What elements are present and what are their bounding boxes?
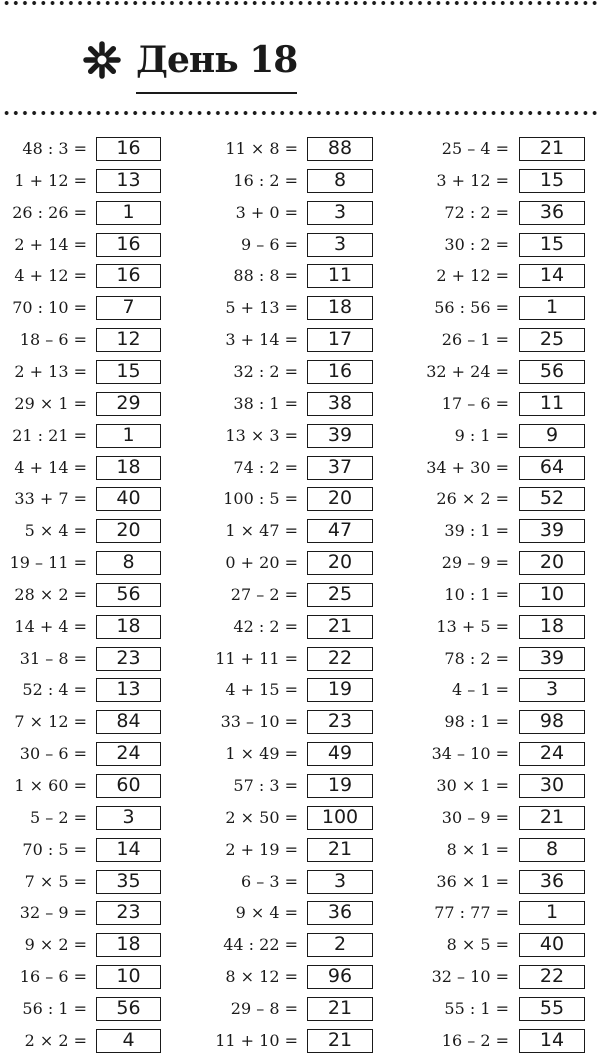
exercise-expression: 27 – 2 = (230, 585, 298, 604)
answer-box[interactable]: 15 (519, 233, 585, 257)
exercise-expression: 9 × 2 = (24, 935, 87, 954)
exercise-expression: 34 + 30 = (426, 458, 509, 477)
exercise-expression: 11 + 10 = (215, 1031, 298, 1050)
exercise-expression: 57 : 3 = (233, 776, 298, 795)
answer-box[interactable]: 98 (519, 710, 585, 734)
exercise-row (0, 263, 585, 289)
exercise-row (0, 773, 585, 799)
answer-box[interactable]: 3 (307, 233, 373, 257)
answer-box[interactable]: 11 (519, 392, 585, 416)
title-underline (136, 92, 297, 94)
answer-box[interactable]: 37 (307, 456, 373, 480)
exercise-row (0, 837, 585, 863)
exercise-expression: 7 × 5 = (24, 872, 87, 891)
header-dotted-divider (0, 110, 599, 116)
answer-box[interactable]: 96 (307, 965, 373, 989)
exercise-row (0, 677, 585, 703)
exercise-row (0, 391, 585, 417)
answer-box[interactable]: 16 (307, 360, 373, 384)
answer-box[interactable]: 20 (307, 487, 373, 511)
answer-box[interactable]: 29 (96, 392, 161, 416)
answer-box[interactable]: 14 (96, 838, 161, 862)
exercise-expression: 29 – 9 = (441, 553, 509, 572)
exercise-expression: 42 : 2 = (233, 617, 298, 636)
exercise-row (0, 200, 585, 226)
answer-box[interactable]: 88 (307, 137, 373, 161)
answer-box[interactable]: 39 (307, 424, 373, 448)
exercise-row (0, 486, 585, 512)
exercise-expression: 56 : 56 = (434, 298, 509, 317)
exercise-expression: 2 + 12 = (436, 266, 509, 285)
exercise-row (0, 646, 585, 672)
answer-box[interactable]: 8 (96, 551, 161, 575)
answer-box[interactable]: 8 (307, 169, 373, 193)
exercise-expression: 3 + 12 = (436, 171, 509, 190)
exercise-expression: 11 + 11 = (215, 649, 298, 668)
exercise-row (0, 932, 585, 958)
exercise-expression: 28 × 2 = (14, 585, 87, 604)
exercise-row (0, 327, 585, 353)
answer-box[interactable]: 38 (307, 392, 373, 416)
answer-box[interactable]: 16 (96, 264, 161, 288)
exercise-row (0, 964, 585, 990)
exercise-expression: 36 × 1 = (436, 872, 509, 891)
exercise-expression: 29 – 8 = (230, 999, 298, 1018)
exercise-row (0, 996, 585, 1022)
exercise-expression: 100 : 5 = (223, 489, 298, 508)
exercise-row (0, 869, 585, 895)
answer-box[interactable]: 1 (96, 424, 161, 448)
exercise-expression: 1 × 47 = (225, 521, 298, 540)
answer-box[interactable]: 36 (519, 201, 585, 225)
answer-box[interactable]: 30 (519, 774, 585, 798)
exercise-expression: 55 : 1 = (444, 999, 509, 1018)
answer-box[interactable]: 23 (307, 710, 373, 734)
exercise-expression: 4 + 15 = (225, 680, 298, 699)
answer-box[interactable]: 7 (96, 296, 161, 320)
exercise-expression: 5 + 13 = (225, 298, 298, 317)
answer-box[interactable]: 40 (96, 487, 161, 511)
answer-box[interactable]: 21 (307, 838, 373, 862)
exercise-expression: 9 – 6 = (240, 235, 298, 254)
exercise-expression: 32 – 9 = (19, 903, 87, 922)
answer-box[interactable]: 19 (307, 678, 373, 702)
exercise-row (0, 582, 585, 608)
exercise-expression: 9 × 4 = (235, 903, 298, 922)
top-dotted-border (0, 0, 599, 6)
answer-box[interactable]: 3 (307, 870, 373, 894)
exercise-expression: 13 + 5 = (436, 617, 509, 636)
answer-box[interactable]: 18 (519, 615, 585, 639)
exercise-row (0, 295, 585, 321)
answer-box[interactable]: 19 (307, 774, 373, 798)
exercise-expression: 2 + 14 = (14, 235, 87, 254)
exercise-expression: 29 × 1 = (14, 394, 87, 413)
answer-box[interactable]: 18 (96, 933, 161, 957)
exercise-expression: 56 : 1 = (22, 999, 87, 1018)
exercise-expression: 8 × 12 = (225, 967, 298, 986)
answer-box[interactable]: 4 (96, 1029, 161, 1053)
answer-box[interactable]: 16 (96, 137, 161, 161)
exercise-expression: 16 : 2 = (233, 171, 298, 190)
exercise-expression: 19 – 11 = (9, 553, 87, 572)
exercise-expression: 0 + 20 = (225, 553, 298, 572)
answer-box[interactable]: 22 (307, 647, 373, 671)
answer-box[interactable]: 20 (307, 551, 373, 575)
answer-box[interactable]: 52 (519, 487, 585, 511)
exercise-row (0, 1028, 585, 1054)
exercise-expression: 9 : 1 = (454, 426, 509, 445)
exercise-expression: 21 : 21 = (12, 426, 87, 445)
answer-box[interactable]: 47 (307, 519, 373, 543)
exercise-row (0, 550, 585, 576)
exercise-expression: 17 – 6 = (441, 394, 509, 413)
exercise-expression: 26 – 1 = (441, 330, 509, 349)
exercise-expression: 70 : 5 = (22, 840, 87, 859)
exercise-expression: 2 + 19 = (225, 840, 298, 859)
exercise-row (0, 455, 585, 481)
exercise-expression: 6 – 3 = (240, 872, 298, 891)
exercise-expression: 8 × 5 = (446, 935, 509, 954)
answer-box[interactable]: 60 (96, 774, 161, 798)
answer-box[interactable]: 10 (96, 965, 161, 989)
exercise-expression: 34 – 10 = (431, 744, 509, 763)
answer-box[interactable]: 14 (519, 1029, 585, 1053)
exercise-expression: 1 × 49 = (225, 744, 298, 763)
answer-box[interactable]: 39 (519, 647, 585, 671)
answer-box[interactable]: 13 (96, 678, 161, 702)
exercise-row (0, 136, 585, 162)
answer-box[interactable]: 16 (96, 233, 161, 257)
exercise-row (0, 518, 585, 544)
exercise-expression: 5 × 4 = (24, 521, 87, 540)
exercise-row (0, 614, 585, 640)
exercise-expression: 32 : 2 = (233, 362, 298, 381)
answer-box[interactable]: 36 (519, 870, 585, 894)
exercise-expression: 33 + 7 = (14, 489, 87, 508)
exercise-expression: 26 : 26 = (12, 203, 87, 222)
exercise-row (0, 423, 585, 449)
answer-box[interactable]: 21 (307, 997, 373, 1021)
answer-box[interactable]: 64 (519, 456, 585, 480)
exercise-expression: 4 – 1 = (451, 680, 509, 699)
exercise-expression: 30 × 1 = (436, 776, 509, 795)
answer-box[interactable]: 8 (519, 838, 585, 862)
exercise-expression: 72 : 2 = (444, 203, 509, 222)
answer-box[interactable]: 55 (519, 997, 585, 1021)
answer-box[interactable]: 84 (96, 710, 161, 734)
exercise-expression: 88 : 8 = (233, 266, 298, 285)
answer-box[interactable]: 20 (519, 551, 585, 575)
answer-box[interactable]: 21 (307, 615, 373, 639)
exercise-expression: 13 × 3 = (225, 426, 298, 445)
exercise-row (0, 359, 585, 385)
exercise-expression: 26 × 2 = (436, 489, 509, 508)
exercise-expression: 25 – 4 = (441, 139, 509, 158)
exercise-expression: 2 × 50 = (225, 808, 298, 827)
exercise-expression: 1 × 60 = (14, 776, 87, 795)
exercise-expression: 7 × 12 = (14, 712, 87, 731)
exercise-expression: 74 : 2 = (233, 458, 298, 477)
exercise-expression: 31 – 8 = (19, 649, 87, 668)
answer-box[interactable]: 1 (519, 296, 585, 320)
answer-box[interactable]: 56 (519, 360, 585, 384)
exercise-expression: 3 + 14 = (225, 330, 298, 349)
exercise-expression: 98 : 1 = (444, 712, 509, 731)
exercise-expression: 3 + 0 = (235, 203, 298, 222)
exercise-expression: 30 – 9 = (441, 808, 509, 827)
answer-box[interactable]: 10 (519, 583, 585, 607)
exercise-expression: 4 + 12 = (14, 266, 87, 285)
answer-box[interactable]: 1 (519, 901, 585, 925)
answer-box[interactable]: 3 (96, 806, 161, 830)
answer-box[interactable]: 24 (519, 742, 585, 766)
asterisk-icon (82, 40, 122, 80)
answer-box[interactable]: 18 (96, 456, 161, 480)
exercise-expression: 10 : 1 = (444, 585, 509, 604)
answer-box[interactable]: 14 (519, 264, 585, 288)
exercise-expression: 39 : 1 = (444, 521, 509, 540)
answer-box[interactable]: 40 (519, 933, 585, 957)
exercise-expression: 44 : 22 = (223, 935, 298, 954)
answer-box[interactable]: 21 (519, 137, 585, 161)
exercise-row (0, 168, 585, 194)
exercise-expression: 30 : 2 = (444, 235, 509, 254)
exercise-row (0, 709, 585, 735)
exercise-expression: 32 – 10 = (431, 967, 509, 986)
answer-box[interactable]: 3 (307, 201, 373, 225)
answer-box[interactable]: 21 (519, 806, 585, 830)
exercise-expression: 14 + 4 = (14, 617, 87, 636)
answer-box[interactable]: 100 (307, 806, 373, 830)
answer-box[interactable]: 49 (307, 742, 373, 766)
exercise-expression: 77 : 77 = (434, 903, 509, 922)
answer-box[interactable]: 9 (519, 424, 585, 448)
answer-box[interactable]: 15 (519, 169, 585, 193)
answer-box[interactable]: 17 (307, 328, 373, 352)
answer-box[interactable]: 24 (96, 742, 161, 766)
title-wrap (136, 38, 297, 82)
answer-box[interactable]: 22 (519, 965, 585, 989)
exercise-expression: 5 – 2 = (29, 808, 87, 827)
exercise-row (0, 900, 585, 926)
answer-box[interactable]: 36 (307, 901, 373, 925)
exercise-expression: 48 : 3 = (22, 139, 87, 158)
exercise-expression: 30 – 6 = (19, 744, 87, 763)
exercise-row (0, 232, 585, 258)
exercise-expression: 8 × 1 = (446, 840, 509, 859)
exercise-expression: 4 + 14 = (14, 458, 87, 477)
answer-box[interactable]: 13 (96, 169, 161, 193)
answer-box[interactable]: 25 (307, 583, 373, 607)
answer-box[interactable]: 12 (96, 328, 161, 352)
exercise-expression: 1 + 12 = (14, 171, 87, 190)
answer-box[interactable]: 56 (96, 997, 161, 1021)
exercise-expression: 16 – 2 = (441, 1031, 509, 1050)
exercise-expression: 16 – 6 = (19, 967, 87, 986)
exercise-expression: 78 : 2 = (444, 649, 509, 668)
exercise-expression: 2 × 2 = (24, 1031, 87, 1050)
answer-box[interactable]: 1 (96, 201, 161, 225)
answer-box[interactable]: 20 (96, 519, 161, 543)
answer-box[interactable]: 18 (307, 296, 373, 320)
exercise-expression: 18 – 6 = (19, 330, 87, 349)
answer-box[interactable]: 21 (307, 1029, 373, 1053)
exercise-row (0, 805, 585, 831)
exercise-expression: 38 : 1 = (233, 394, 298, 413)
answer-box[interactable]: 2 (307, 933, 373, 957)
exercise-expression: 32 + 24 = (426, 362, 509, 381)
page-title: День 18 (136, 39, 298, 81)
answer-box[interactable]: 25 (519, 328, 585, 352)
answer-box[interactable]: 23 (96, 647, 161, 671)
answer-box[interactable]: 11 (307, 264, 373, 288)
answer-box[interactable]: 15 (96, 360, 161, 384)
answer-box[interactable]: 35 (96, 870, 161, 894)
exercise-expression: 70 : 10 = (12, 298, 87, 317)
exercise-expression: 52 : 4 = (22, 680, 87, 699)
answer-box[interactable]: 39 (519, 519, 585, 543)
page-header (82, 30, 297, 90)
answer-box[interactable]: 56 (96, 583, 161, 607)
answer-box[interactable]: 18 (96, 615, 161, 639)
answer-box[interactable]: 23 (96, 901, 161, 925)
exercise-expression: 33 – 10 = (220, 712, 298, 731)
exercise-row (0, 741, 585, 767)
exercise-expression: 2 + 13 = (14, 362, 87, 381)
exercise-expression: 11 × 8 = (225, 139, 298, 158)
answer-box[interactable]: 3 (519, 678, 585, 702)
